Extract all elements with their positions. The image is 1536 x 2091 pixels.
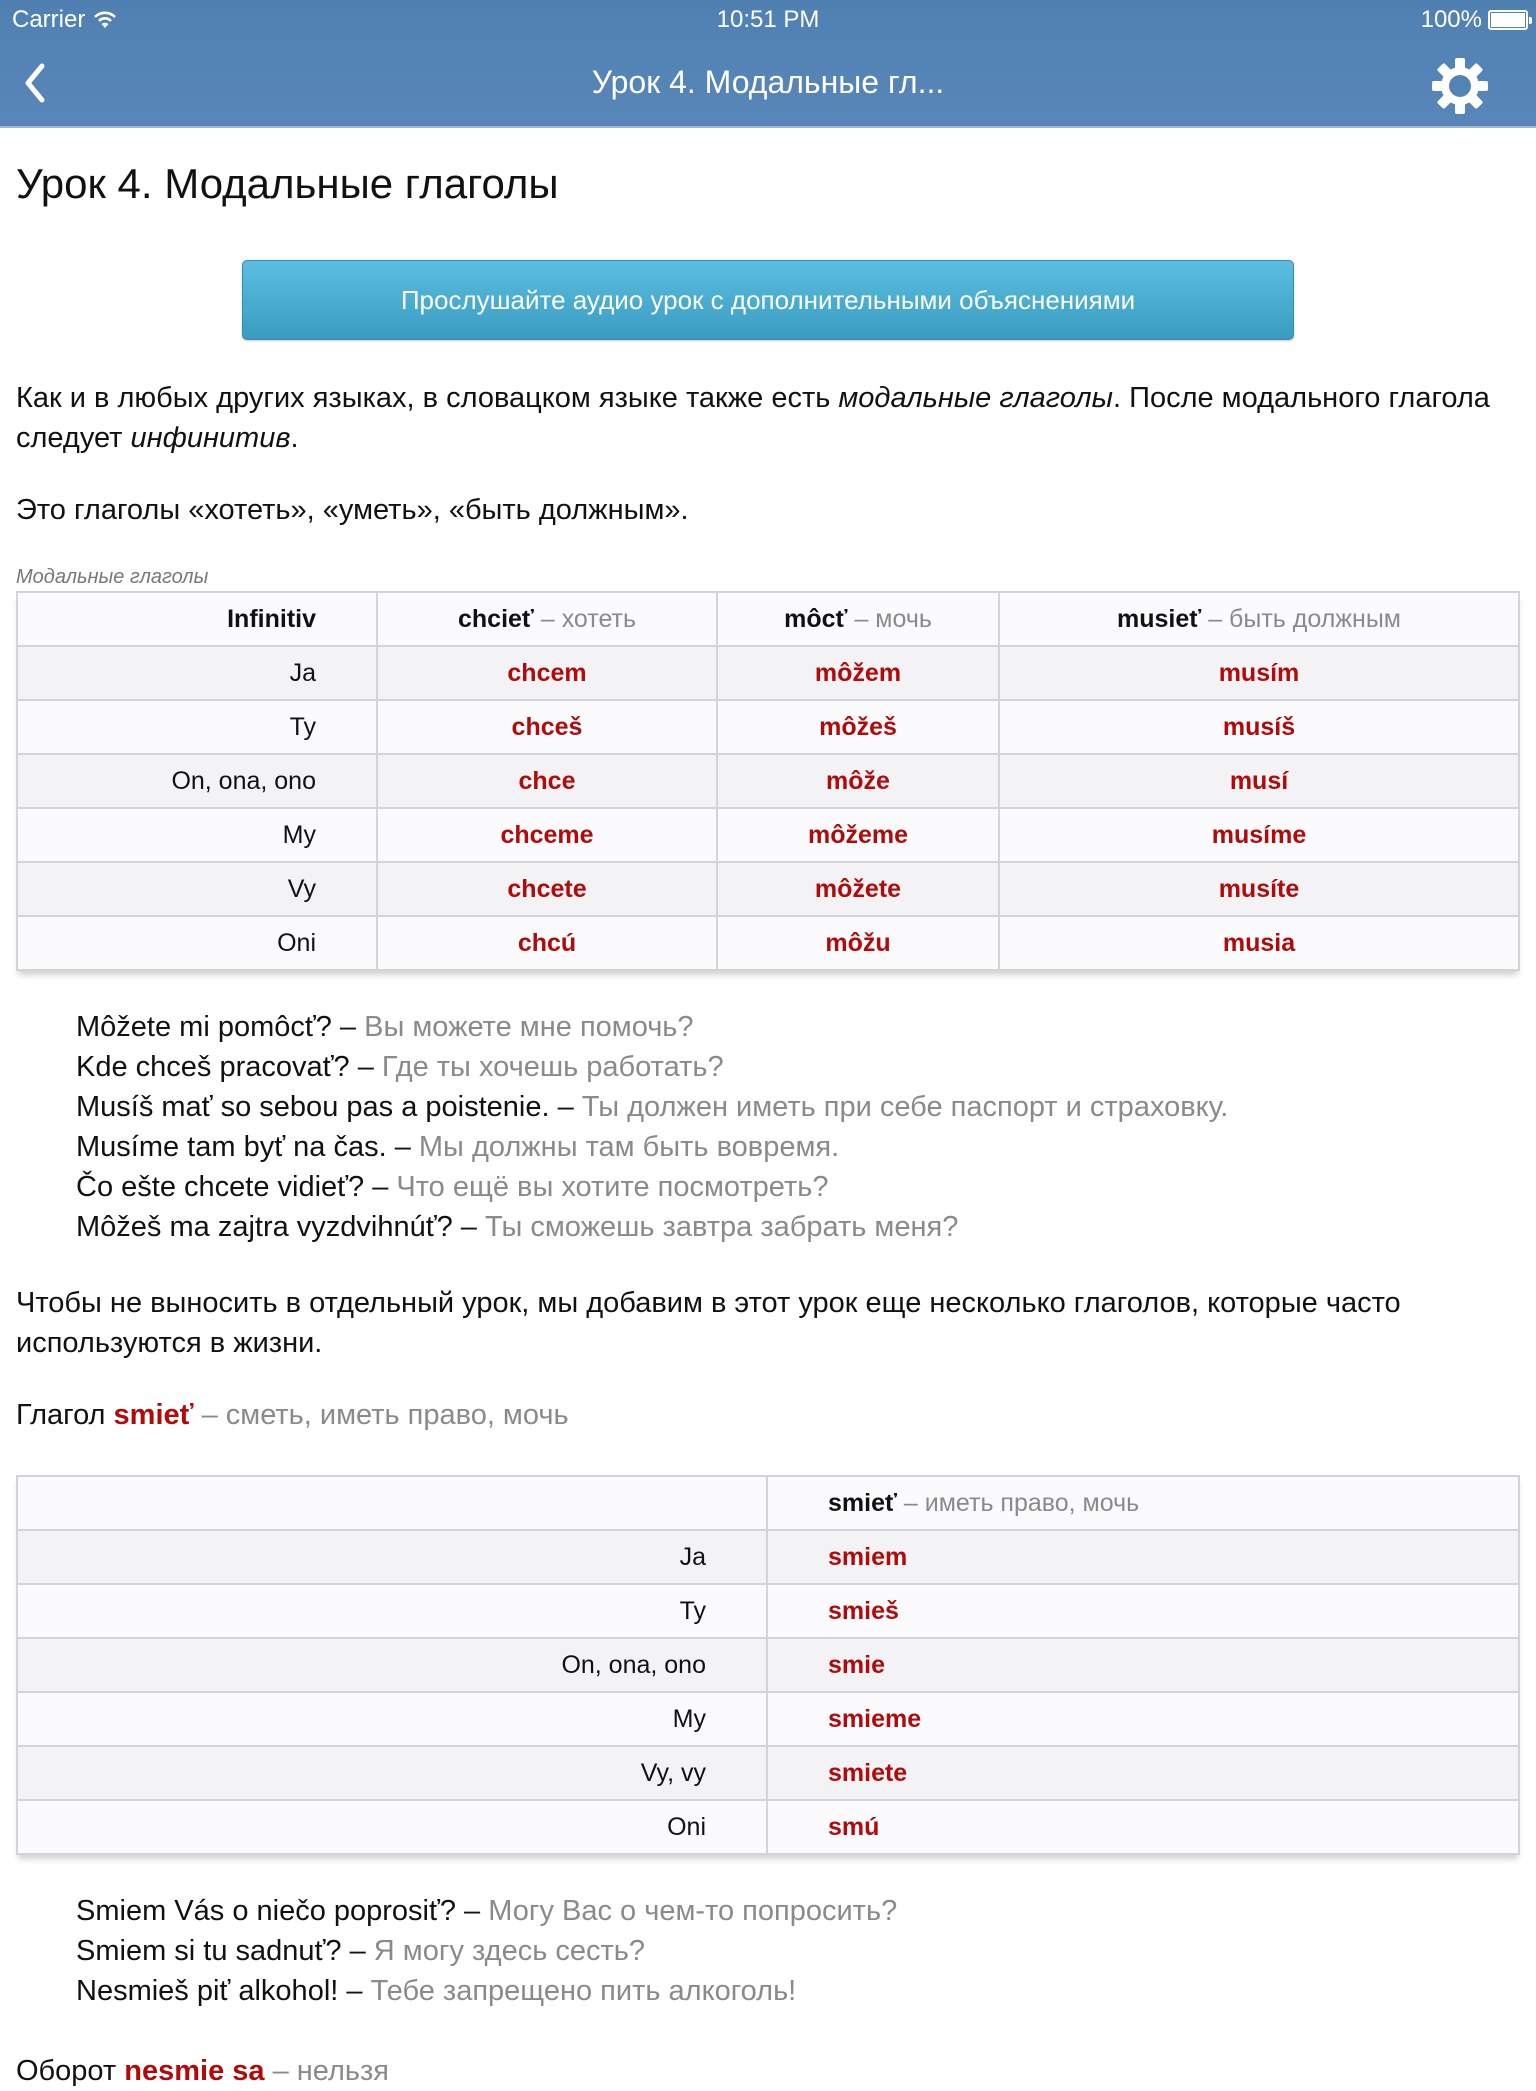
smiet-examples-list <box>16 1891 1520 2011</box>
table-row <box>17 1692 1519 1746</box>
verb-form-cell: chceš <box>377 700 717 754</box>
verb-form-cell: smiem <box>767 1530 1519 1584</box>
intro-text-1: Как и в любых других языках, в словацком языке также есть <box>16 382 839 414</box>
table-header-row <box>17 1476 1519 1530</box>
pronoun-cell: Vy, vy <box>17 1746 767 1800</box>
battery-percent: 100% <box>1420 6 1482 33</box>
verb-form-cell: musím <box>999 646 1519 700</box>
table-row <box>17 646 1519 700</box>
verb-form-cell: smieš <box>767 1584 1519 1638</box>
settings-button[interactable] <box>1428 54 1492 118</box>
pronoun-cell: My <box>17 1692 767 1746</box>
example-sentence: Čo ešte chcete vidieť? – Что ещё вы хотите посмотреть? <box>76 1171 829 1203</box>
page-title: Урок 4. Модальные глаголы <box>16 160 559 207</box>
header-cell: chcieť – хотеть <box>377 592 717 646</box>
intro-emphasis-1: модальные глаголы <box>838 382 1113 414</box>
table-row <box>17 700 1519 754</box>
example-sentence: Smiem si tu sadnuť? – Я могу здесь сесть? <box>76 1935 646 1967</box>
pronoun-cell: Ja <box>17 1530 767 1584</box>
verb-form-cell: musíte <box>999 862 1519 916</box>
smiet-heading: Глагол smieť – сметь, иметь право, мочь <box>16 1399 569 1431</box>
verb-form-cell: chcem <box>377 646 717 700</box>
pronoun-cell: Ja <box>17 646 377 700</box>
intro-text-3: . <box>290 422 299 454</box>
pronoun-cell: Vy <box>17 862 377 916</box>
example-sentence: Môžeš ma zajtra vyzdvihnúť? – Ты сможешь завтра забрать меня? <box>76 1211 959 1243</box>
nav-title: Урок 4. Модальные гл... <box>591 64 945 100</box>
verb-form-cell: môžem <box>717 646 999 700</box>
table-row <box>17 1530 1519 1584</box>
verb-form-cell: chcete <box>377 862 717 916</box>
nesmie-sa-heading: Оборот nesmie sa – нельзя <box>16 2055 389 2087</box>
header-cell: môcť – мочь <box>717 592 999 646</box>
verb-form-cell: môžeme <box>717 808 999 862</box>
table-row <box>17 808 1519 862</box>
verb-form-cell: chceme <box>377 808 717 862</box>
verb-form-cell: musíš <box>999 700 1519 754</box>
table-header-row <box>17 592 1519 646</box>
verb-form-cell: musíme <box>999 808 1519 862</box>
lesson-content <box>16 128 1520 2091</box>
intro-emphasis-2: инфинитив <box>130 422 291 454</box>
verb-form-cell: chce <box>377 754 717 808</box>
verb-form-cell: smú <box>767 1800 1519 1854</box>
table-row <box>17 1800 1519 1854</box>
table-row <box>17 1746 1519 1800</box>
verb-form-cell: smieme <box>767 1692 1519 1746</box>
pronoun-cell: Oni <box>17 916 377 970</box>
pronoun-cell: Ty <box>17 700 377 754</box>
table-row <box>17 1584 1519 1638</box>
battery-icon <box>1488 10 1528 30</box>
verb-form-cell: môže <box>717 754 999 808</box>
table-row <box>17 862 1519 916</box>
status-time: 10:51 PM <box>716 6 820 33</box>
examples-list <box>16 1007 1520 1247</box>
table-row <box>17 1638 1519 1692</box>
gear-icon <box>1428 54 1492 118</box>
pronoun-cell: Ty <box>17 1584 767 1638</box>
verb-form-cell: smiete <box>767 1746 1519 1800</box>
status-battery <box>1421 6 1528 34</box>
header-cell: smieť – иметь право, мочь <box>767 1476 1519 1530</box>
intro-text-2: . После модального глагола следует <box>16 382 1490 454</box>
additional-verbs-paragraph: Чтобы не выносить в отдельный урок, мы добавим в этот урок еще несколько глаголов, которые часто используются в жизни. <box>16 1287 1401 1359</box>
table-caption: Модальные глаголы <box>16 566 209 588</box>
example-sentence: Nesmieš piť alkohol! – Тебе запрещено пить алкоголь! <box>76 1975 797 2007</box>
verb-form-cell: musí <box>999 754 1519 808</box>
smiet-table <box>16 1475 1520 1855</box>
example-sentence: Smiem Vás o niečo poprosiť? – Могу Вас о чем-то попросить? <box>76 1895 898 1927</box>
verb-form-cell: môžu <box>717 916 999 970</box>
navigation-bar <box>0 0 1536 128</box>
example-sentence: Kde chceš pracovať? – Где ты хочешь работать? <box>76 1051 724 1083</box>
header-cell-empty <box>17 1476 767 1530</box>
verb-form-cell: môžeš <box>717 700 999 754</box>
carrier-label: Carrier <box>12 6 86 33</box>
intro-paragraph <box>16 378 1520 458</box>
audio-lesson-button[interactable]: Прослушайте аудио урок с дополнительными объяснениями <box>242 260 1294 340</box>
pronoun-cell: On, ona, ono <box>17 1638 767 1692</box>
table-row <box>17 754 1519 808</box>
pronoun-cell: On, ona, ono <box>17 754 377 808</box>
table-row <box>17 916 1519 970</box>
example-sentence: Môžete mi pomôcť? – Вы можете мне помочь? <box>76 1011 694 1043</box>
pronoun-cell: My <box>17 808 377 862</box>
verb-form-cell: chcú <box>377 916 717 970</box>
example-sentence: Musíme tam byť na čas. – Мы должны там быть вовремя. <box>76 1131 840 1163</box>
header-cell: musieť – быть должным <box>999 592 1519 646</box>
example-sentence: Musíš mať so sebou pas a poistenie. – Ты должен иметь при себе паспорт и страховку. <box>76 1091 1229 1123</box>
modal-verbs-table <box>16 591 1520 971</box>
intro-paragraph-2: Это глаголы «хотеть», «уметь», «быть должным». <box>16 494 689 526</box>
pronoun-cell: Oni <box>17 1800 767 1854</box>
header-cell: Infinitiv <box>17 592 377 646</box>
verb-form-cell: môžete <box>717 862 999 916</box>
verb-form-cell: musia <box>999 916 1519 970</box>
verb-form-cell: smie <box>767 1638 1519 1692</box>
